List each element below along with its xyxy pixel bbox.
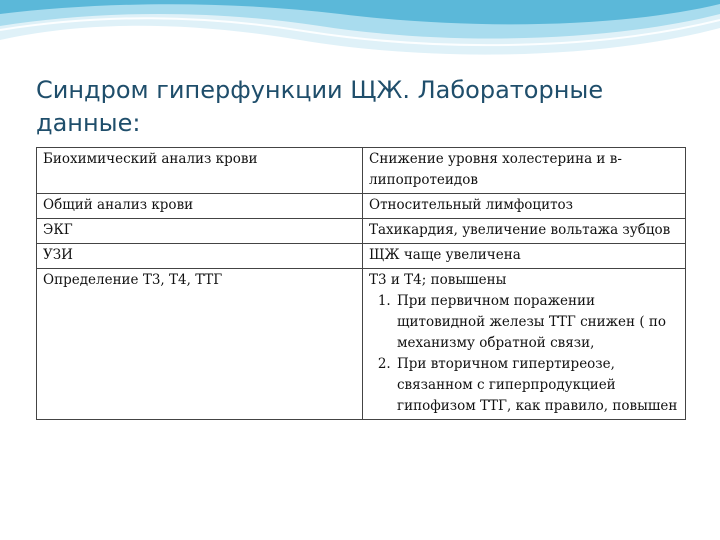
test-result-cell (363, 148, 686, 194)
test-name-cell (37, 219, 363, 244)
test-name-cell (37, 244, 363, 269)
result-note: 2. При вторичном гипертиреозе, связанном с гиперпродукцией гипофизом ТТГ, как правило, повышен (395, 354, 680, 417)
test-result: Снижение уровня холестерина и в-липопротеидов (369, 151, 622, 188)
test-result: Тахикардия, увеличение вольтажа зубцов (369, 222, 671, 238)
lab-data-table (36, 147, 686, 420)
test-result: ЩЖ чаще увеличена (369, 247, 521, 263)
test-name-cell (37, 148, 363, 194)
result-notes-list (369, 291, 680, 417)
result-note: 1. При первичном поражении щитовидной железы ТТГ снижен ( по механизму обратной связи, (395, 291, 680, 354)
test-name-cell (37, 194, 363, 219)
test-result: Относительный лимфоцитоз (369, 197, 574, 213)
table-row (37, 269, 686, 420)
slide-title: Синдром гиперфункции ЩЖ. Лабораторные данные: (36, 76, 604, 137)
test-result-cell (363, 269, 686, 420)
test-name: УЗИ (43, 247, 73, 263)
test-result-cell (363, 219, 686, 244)
test-name-cell (37, 269, 363, 420)
test-name: Биохимический анализ крови (43, 151, 258, 167)
table-row (37, 219, 686, 244)
test-name: ЭКГ (43, 222, 73, 238)
test-result-cell (363, 194, 686, 219)
test-name: Общий анализ крови (43, 197, 194, 213)
test-name: Определение Т3, Т4, ТТГ (43, 272, 223, 288)
table-row (37, 194, 686, 219)
test-result-cell (363, 244, 686, 269)
table-row (37, 244, 686, 269)
header-wave-decoration (0, 0, 720, 80)
test-result: Т3 и Т4; повышены (369, 272, 507, 288)
table-row (37, 148, 686, 194)
